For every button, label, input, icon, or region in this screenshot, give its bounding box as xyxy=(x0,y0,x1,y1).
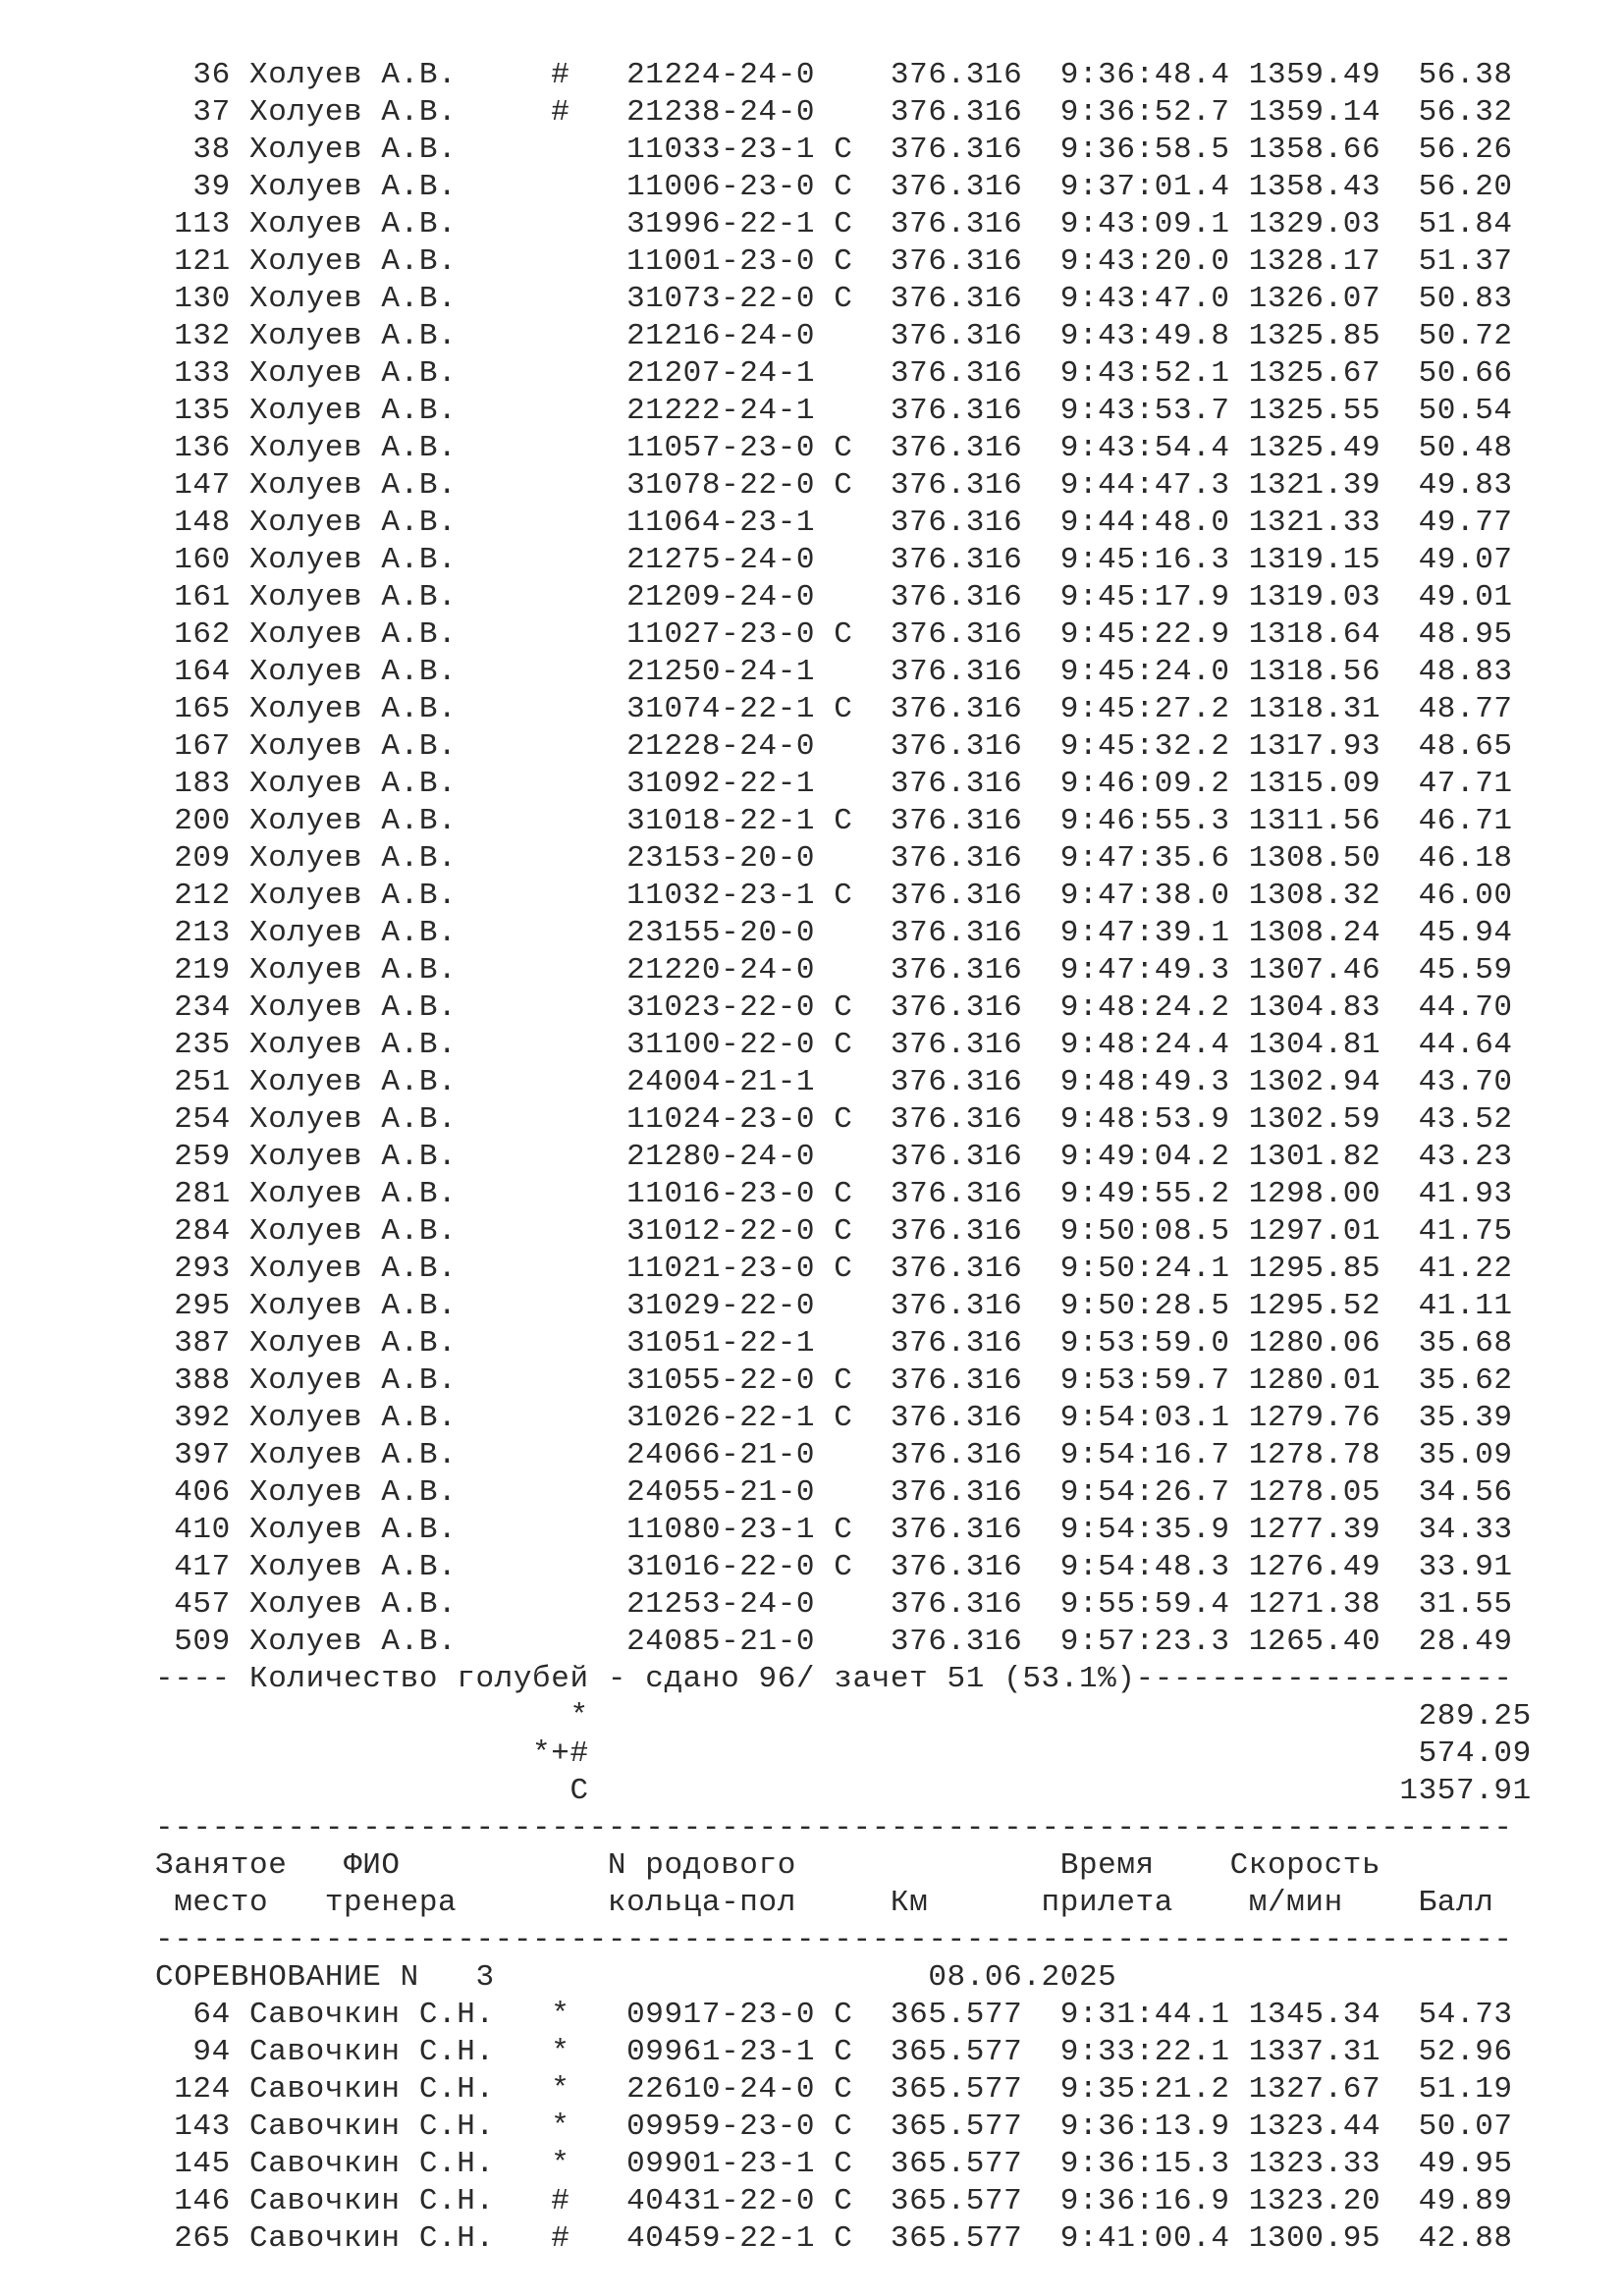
table-row: 146 Савочкин С.Н. # 40431-22-0 С 365.577 9:36:16.9 1323.20 49.89 xyxy=(155,2184,1513,2218)
table-row: 132 Холуев А.В. 21216-24-0 376.316 9:43:49.8 1325.85 50.72 xyxy=(155,319,1513,353)
table-row: 145 Савочкин С.Н. * 09901-23-1 С 365.577 9:36:15.3 1323.33 49.95 xyxy=(155,2147,1513,2181)
table-row: 124 Савочкин С.Н. * 22610-24-0 С 365.577 9:35:21.2 1327.67 51.19 xyxy=(155,2072,1513,2107)
table-row: 410 Холуев А.В. 11080-23-1 С 376.316 9:54:35.9 1277.39 34.33 xyxy=(155,1513,1513,1547)
table-row: 209 Холуев А.В. 23153-20-0 376.316 9:47:35.6 1308.50 46.18 xyxy=(155,841,1513,876)
table-row: 406 Холуев А.В. 24055-21-0 376.316 9:54:26.7 1278.05 34.56 xyxy=(155,1475,1513,1510)
table-row: 254 Холуев А.В. 11024-23-0 С 376.316 9:48:53.9 1302.59 43.52 xyxy=(155,1102,1513,1137)
summary-total-star: * 289.25 xyxy=(155,1699,1532,1734)
table-row: 234 Холуев А.В. 31023-22-0 С 376.316 9:48:24.2 1304.83 44.70 xyxy=(155,990,1513,1025)
table-row: 281 Холуев А.В. 11016-23-0 С 376.316 9:49:55.2 1298.00 41.93 xyxy=(155,1177,1513,1211)
table-header-row-2: место тренера кольца-пол Км прилета м/мин Балл xyxy=(155,1886,1494,1920)
table-row: 295 Холуев А.В. 31029-22-0 376.316 9:50:28.5 1295.52 41.11 xyxy=(155,1289,1513,1323)
table-row: 143 Савочкин С.Н. * 09959-23-0 С 365.577 9:36:13.9 1323.44 50.07 xyxy=(155,2109,1513,2144)
table-row: 265 Савочкин С.Н. # 40459-22-1 С 365.577 9:41:00.4 1300.95 42.88 xyxy=(155,2221,1513,2256)
table-row: 39 Холуев А.В. 11006-23-0 С 376.316 9:37:01.4 1358.43 56.20 xyxy=(155,170,1513,204)
table-row: 136 Холуев А.В. 11057-23-0 С 376.316 9:43:54.4 1325.49 50.48 xyxy=(155,431,1513,465)
separator: ------------------------------------------------------------------------ xyxy=(155,1811,1513,1845)
table-row: 397 Холуев А.В. 24066-21-0 376.316 9:54:16.7 1278.78 35.09 xyxy=(155,1438,1513,1472)
table-row: 113 Холуев А.В. 31996-22-1 С 376.316 9:43:09.1 1329.03 51.84 xyxy=(155,207,1513,241)
table-row: 284 Холуев А.В. 31012-22-0 С 376.316 9:50:08.5 1297.01 41.75 xyxy=(155,1214,1513,1249)
table-row: 38 Холуев А.В. 11033-23-1 С 376.316 9:36:58.5 1358.66 56.26 xyxy=(155,133,1513,167)
table-row: 64 Савочкин С.Н. * 09917-23-0 С 365.577 9:31:44.1 1345.34 54.73 xyxy=(155,1998,1513,2032)
table-row: 183 Холуев А.В. 31092-22-1 376.316 9:46:09.2 1315.09 47.71 xyxy=(155,767,1513,801)
table-row: 293 Холуев А.В. 11021-23-0 С 376.316 9:50:24.1 1295.85 41.22 xyxy=(155,1252,1513,1286)
table-row: 509 Холуев А.В. 24085-21-0 376.316 9:57:23.3 1265.40 28.49 xyxy=(155,1625,1513,1659)
table-row: 165 Холуев А.В. 31074-22-1 С 376.316 9:45:27.2 1318.31 48.77 xyxy=(155,692,1513,726)
table-row: 161 Холуев А.В. 21209-24-0 376.316 9:45:17.9 1319.03 49.01 xyxy=(155,580,1513,614)
table-row: 162 Холуев А.В. 11027-23-0 С 376.316 9:45:22.9 1318.64 48.95 xyxy=(155,617,1513,652)
table-row: 387 Холуев А.В. 31051-22-1 376.316 9:53:59.0 1280.06 35.68 xyxy=(155,1326,1513,1361)
table-row: 392 Холуев А.В. 31026-22-1 С 376.316 9:54:03.1 1279.76 35.39 xyxy=(155,1401,1513,1435)
table-row: 200 Холуев А.В. 31018-22-1 С 376.316 9:46:55.3 1311.56 46.71 xyxy=(155,804,1513,838)
summary-line: ---- Количество голубей - сдано 96/ зачет 51 (53.1%)-------------------- xyxy=(155,1662,1513,1696)
summary-total-c: С 1357.91 xyxy=(155,1774,1532,1808)
table-row: 457 Холуев А.В. 21253-24-0 376.316 9:55:59.4 1271.38 31.55 xyxy=(155,1587,1513,1622)
results-document xyxy=(155,57,1532,2258)
table-row: 147 Холуев А.В. 31078-22-0 С 376.316 9:44:47.3 1321.39 49.83 xyxy=(155,468,1513,503)
table-row: 94 Савочкин С.Н. * 09961-23-1 С 365.577 9:33:22.1 1337.31 52.96 xyxy=(155,2035,1513,2069)
table-row: 121 Холуев А.В. 11001-23-0 С 376.316 9:43:20.0 1328.17 51.37 xyxy=(155,244,1513,279)
table-row: 259 Холуев А.В. 21280-24-0 376.316 9:49:04.2 1301.82 43.23 xyxy=(155,1140,1513,1174)
table-header-row-1: Занятое ФИО N родового Время Скорость xyxy=(155,1848,1381,1883)
table-row: 135 Холуев А.В. 21222-24-1 376.316 9:43:53.7 1325.55 50.54 xyxy=(155,394,1513,428)
table-row: 219 Холуев А.В. 21220-24-0 376.316 9:47:49.3 1307.46 45.59 xyxy=(155,953,1513,988)
results-table-holuev xyxy=(155,57,1532,1661)
table-row: 212 Холуев А.В. 11032-23-1 С 376.316 9:47:38.0 1308.32 46.00 xyxy=(155,879,1513,913)
table-row: 388 Холуев А.В. 31055-22-0 С 376.316 9:53:59.7 1280.01 35.62 xyxy=(155,1363,1513,1398)
table-row: 213 Холуев А.В. 23155-20-0 376.316 9:47:39.1 1308.24 45.94 xyxy=(155,916,1513,950)
summary-total-star-plus-hash: *+# 574.09 xyxy=(155,1736,1532,1771)
table-row: 160 Холуев А.В. 21275-24-0 376.316 9:45:16.3 1319.15 49.07 xyxy=(155,543,1513,577)
table-row: 235 Холуев А.В. 31100-22-0 С 376.316 9:48:24.4 1304.81 44.64 xyxy=(155,1028,1513,1062)
table-row: 37 Холуев А.В. # 21238-24-0 376.316 9:36:52.7 1359.14 56.32 xyxy=(155,95,1513,130)
table-row: 251 Холуев А.В. 24004-21-1 376.316 9:48:49.3 1302.94 43.70 xyxy=(155,1065,1513,1099)
table-row: 133 Холуев А.В. 21207-24-1 376.316 9:43:52.1 1325.67 50.66 xyxy=(155,356,1513,391)
table-row: 130 Холуев А.В. 31073-22-0 С 376.316 9:43:47.0 1326.07 50.83 xyxy=(155,282,1513,316)
competition-title: СОРЕВНОВАНИЕ N 3 08.06.2025 xyxy=(155,1960,1117,1995)
table-row: 417 Холуев А.В. 31016-22-0 С 376.316 9:54:48.3 1276.49 33.91 xyxy=(155,1550,1513,1584)
table-row: 164 Холуев А.В. 21250-24-1 376.316 9:45:24.0 1318.56 48.83 xyxy=(155,655,1513,689)
table-row: 36 Холуев А.В. # 21224-24-0 376.316 9:36:48.4 1359.49 56.38 xyxy=(155,58,1513,92)
separator: ------------------------------------------------------------------------ xyxy=(155,1923,1513,1957)
results-table-savochkin xyxy=(155,1997,1532,2258)
table-row: 167 Холуев А.В. 21228-24-0 376.316 9:45:32.2 1317.93 48.65 xyxy=(155,729,1513,764)
table-row: 148 Холуев А.В. 11064-23-1 376.316 9:44:48.0 1321.33 49.77 xyxy=(155,506,1513,540)
